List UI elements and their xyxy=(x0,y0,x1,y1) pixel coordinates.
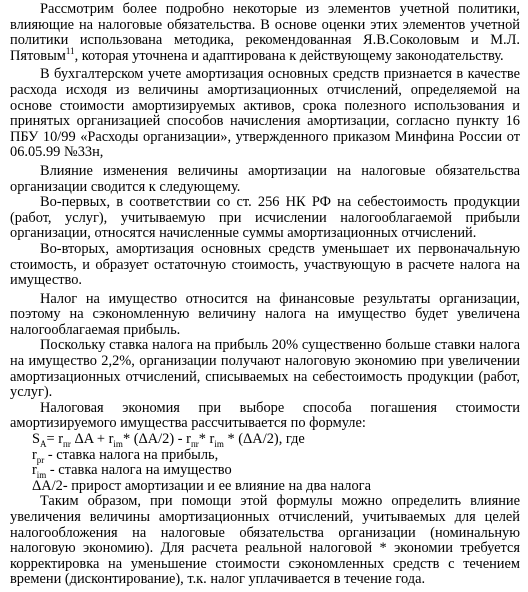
paragraph-text: Рассмотрим более подробно некоторые из элементов учетной политики, влияющие на налоговые обязательства. В основе оценки этих элементов учетной политики использована методика, рекомендованная Я.В.Соколовым и М.Л. Пятовым xyxy=(10,1,520,64)
paragraph-influence: Влияние изменения величины амортизации на налоговые обязательства организации сводится к следующему. xyxy=(10,162,520,195)
paragraph-firstly: Во-первых, в соответствии со ст. 256 НК РФ на себестоимость продукции (работ, услуг), учитываемую при исчислении налогооблагаемой прибыли организации, относятся начисленные суммы амортизационных отчислений. xyxy=(10,194,520,242)
paragraph-text-end: , которая уточнена и адаптирована к действующему законодательству. xyxy=(74,47,504,64)
paragraph-formula-intro: Налоговая экономия при выборе способа погашения стоимости амортизируемого имущества рассчитывается по формуле: xyxy=(10,399,520,432)
paragraph-secondly: Во-вторых, амортизация основных средств уменьшает их первоначальную стоимость, и образует остаточную стоимость, участвующую в расчете налога на имущество. xyxy=(10,240,520,289)
definition-property-tax-rate: $r_{im}$ - ставка налога на имущество xyxy=(32,462,232,481)
paragraph-accounting-policy xyxy=(10,2,520,64)
paragraph-conclusion: Таким образом, при помощи этой формулы можно определить влияние увеличения величины амортизационных отчислений, учитываемых для целей налогообложения на налоговые обязательства организации (номинальную налоговую экономию). Для расчета реальной налоговой * экономии требуется корректировка на уменьшение стоимости сэкономленных средств с течением времени (дисконтирование), т.к. налог уплачивается в течение года. xyxy=(10,493,520,588)
formula-tax-saving: $S_A= r_{пr}$ $\Delta A + r_{im}*$ $(\Delta A/2) - r_{пr}*$ $r_{im} * (\Delta A/2)$, где xyxy=(32,431,305,449)
footnote-marker: 11 xyxy=(65,45,75,56)
definition-depreciation-increment: ΔA/2- прирост амортизации и ее влияние на два налога xyxy=(32,477,371,494)
paragraph-depreciation-expense: В бухгалтерском учете амортизация основных средств признается в качестве расхода исходя из величины амортизационных отчислений, определяемой на основе стоимости амортизируемых активов, срока полезного использования и принятых организацией способов начисления амортизации, согласно пункту 16 ПБУ 10/99 «Расходы организации», утвержденного приказом Минфина России от 06.05.99 №33н, xyxy=(10,66,520,161)
paragraph-property-tax: Налог на имущество относится на финансовые результаты организации, поэтому на сэкономленную величину налога на имущество будет увеличена налогооблагаемая прибыль. xyxy=(10,290,520,338)
definition-profit-tax-rate: $r_{pr}$ - ставка налога на прибыль, xyxy=(32,446,219,465)
paragraph-tax-rates: Поскольку ставка налога на прибыль 20% существенно больше ставки налога на имущество 2,2%, организации получают налоговую экономию при увеличении амортизационных отчислений, списываемых на себестоимость продукции (работ, услуг). xyxy=(10,337,520,401)
